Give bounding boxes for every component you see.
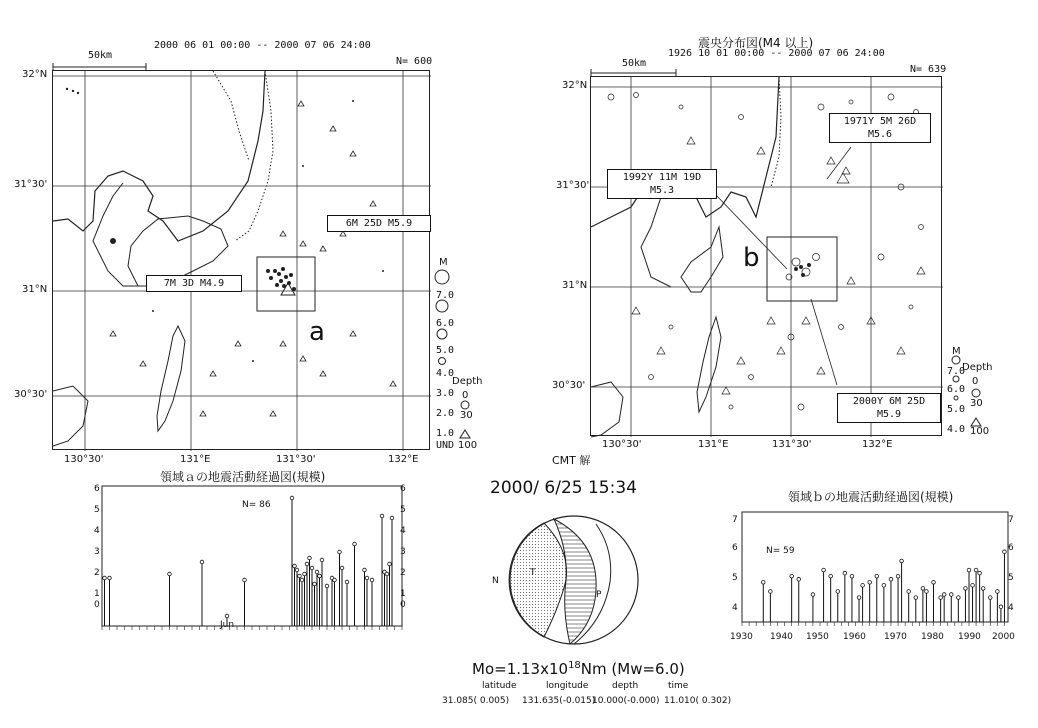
map-a-legend-mag-2: 5.0 (436, 345, 455, 356)
hist-b-point (843, 571, 847, 575)
map-b-lon-13130: 131°30' (772, 439, 812, 450)
hist-a-point (298, 574, 302, 578)
hist-a-plot (102, 486, 402, 626)
cmt-moment-exp: 18 (568, 660, 581, 671)
hist-b-point (868, 580, 872, 584)
cmt-moment-tail: Nm (Mw=6.0) (580, 660, 685, 678)
hist-b-point (875, 574, 879, 578)
map-a-lat-31: 31°N (22, 284, 48, 295)
map-b-count: N= 639 (910, 64, 947, 75)
hist-b-point (857, 596, 861, 600)
hist-b-point (988, 596, 992, 600)
map-a-cluster (266, 267, 296, 291)
map-b-callout-1992-mag: M5.3 (649, 185, 675, 196)
hist-b-rtick-7: 7 (1008, 515, 1014, 525)
hist-a-rtick-2: 2 (400, 568, 406, 578)
map-a-callout-mainshock: 6M 25D M5.9 (327, 215, 431, 232)
hist-b-point (889, 577, 893, 581)
hist-b-xtick-1990: 1990 (958, 632, 981, 642)
hist-b-xtick-1950: 1950 (806, 632, 829, 642)
cmt-axis-n: N (492, 576, 499, 586)
hist-b-point (999, 605, 1003, 609)
hist-a-point (103, 576, 107, 580)
hist-b-plot (742, 512, 1008, 622)
map-b-legend-depth-30: 30 (970, 398, 983, 409)
hist-b-point (1003, 550, 1007, 554)
cmt-value-depth: 10.000(-0.000) (592, 696, 660, 706)
map-b-legend-mag-2: 5.0 (947, 404, 966, 415)
map-b-lat-3130: 31°30' (556, 180, 590, 191)
hist-a-point (365, 576, 369, 580)
map-a-callout-foreshock: 7M 3D M4.9 (146, 275, 242, 292)
hist-b-point (921, 587, 925, 591)
hist-b-point (900, 559, 904, 563)
hist-a-point (108, 576, 112, 580)
map-b-callout-1992 (607, 169, 717, 199)
hist-a-point (380, 514, 384, 518)
cmt-value-time: 11.010( 0.302) (664, 696, 732, 706)
map-a-legend-depth: Depth (452, 376, 483, 387)
hist-a-point (345, 580, 349, 584)
map-a-legend-mag-5: 2.0 (436, 408, 455, 419)
hist-b-point (896, 574, 900, 578)
map-a-legend-depth-30: 30 (460, 410, 473, 421)
hist-a-count: N= 86 (242, 500, 271, 510)
hist-b-title: 領域ｂの地震活動経過図(規模) (788, 490, 954, 504)
map-b-callout-1971-mag: M5.6 (867, 129, 893, 140)
map-a-scale-label: 50km (88, 50, 113, 61)
cmt-beachball (504, 510, 644, 650)
hist-b-point (967, 568, 971, 572)
hist-b-point (974, 568, 978, 572)
hist-b-point (949, 593, 953, 597)
hist-b-xtick-1930: 1930 (730, 632, 753, 642)
hist-a-point (315, 570, 319, 574)
hist-a-point (388, 562, 392, 566)
map-b-legend-mag-0: 7.0 (947, 366, 966, 377)
map-a-lat-32: 32°N (22, 69, 48, 80)
map-b-legend-depth: Depth (962, 362, 993, 373)
hist-a-point (318, 574, 322, 578)
cmt-header-lon: longitude (546, 681, 589, 691)
hist-a-ytick-2: 2 (94, 568, 100, 578)
map-a-lat-3030: 30°30' (14, 389, 48, 400)
hist-b-ytick-6: 6 (732, 543, 738, 553)
hist-a-rtick-0: 0 (400, 600, 406, 610)
hist-a-rtick-1: 1 (400, 589, 406, 599)
map-b-region-box (767, 237, 837, 301)
hist-b-point (797, 577, 801, 581)
map-b-lat-32: 32°N (562, 80, 588, 91)
hist-a-point (390, 516, 394, 520)
hist-a-point (338, 550, 342, 554)
cmt-moment (472, 660, 685, 678)
hist-a-point (313, 582, 317, 586)
hist-a-point (363, 568, 367, 572)
cmt-header-depth: depth (612, 681, 639, 691)
map-b-lon-131: 131°E (698, 439, 729, 450)
map-a-region-box (257, 257, 315, 311)
hist-a-ytick-4: 4 (94, 526, 100, 536)
hist-a-point (305, 562, 309, 566)
hist-a-point (310, 566, 314, 570)
map-b-region-label: b (743, 243, 760, 273)
hist-a-point (293, 564, 297, 568)
hist-b-rtick-6: 6 (1008, 543, 1014, 553)
hist-b-point (882, 584, 886, 588)
map-a-frame (52, 70, 430, 450)
cmt-header-lat: latitude (482, 681, 517, 691)
map-b-legend-mag-3: 4.0 (947, 424, 966, 435)
hist-a-point (295, 568, 299, 572)
hist-a-point (340, 566, 344, 570)
hist-b-point (978, 571, 982, 575)
hist-b-point (939, 596, 943, 600)
hist-b-count: N= 59 (766, 546, 795, 556)
hist-b-point (914, 596, 918, 600)
map-b-callout-1992-date: 1992Y 11M 19D (622, 172, 702, 183)
hist-b-point (932, 580, 936, 584)
map-b-legend-mag-1: 6.0 (947, 384, 966, 395)
hist-b-point (907, 590, 911, 594)
map-b-legend-m: M (952, 346, 961, 357)
map-a-legend-mag-0: 7.0 (436, 290, 455, 301)
hist-b-xtick-1970: 1970 (884, 632, 907, 642)
hist-a-ytick-0: 0 (94, 600, 100, 610)
hist-b-ytick-7: 7 (732, 515, 738, 525)
hist-b-xtick-2000: 2000 (992, 632, 1015, 642)
hist-b-xtick-1980: 1980 (921, 632, 944, 642)
hist-a-point (303, 572, 307, 576)
map-a-region-label: a (309, 317, 325, 347)
map-a-lon-13130: 131°30' (276, 454, 316, 465)
hist-b-point (942, 593, 946, 597)
hist-a-point (385, 572, 389, 576)
hist-a-rtick-5: 5 (400, 505, 406, 515)
hist-a-point (320, 558, 324, 562)
hist-a-title: 領域ａの地震活動経過図(規模) (160, 470, 326, 484)
cmt-axis-p: P (596, 590, 602, 600)
hist-b-rtick-5: 5 (1008, 573, 1014, 583)
map-b-callout-1971 (829, 113, 931, 143)
cmt-moment-base: Mo=1.13x10 (472, 660, 569, 678)
hist-a-point (290, 496, 294, 500)
hist-a-point (308, 556, 312, 560)
map-b-lon-13030: 130°30' (602, 439, 642, 450)
hist-a-rtick-3: 3 (400, 547, 406, 557)
hist-a-point (243, 578, 247, 582)
map-a-legend-depth-100: 100 (458, 440, 478, 451)
map-b-callout-2000 (837, 393, 941, 423)
map-b-lat-31: 31°N (562, 280, 588, 291)
hist-b-point (981, 587, 985, 591)
map-b-callout-1971-date: 1971Y 5M 26D (843, 116, 917, 127)
map-a-count: N= 600 (396, 56, 433, 67)
hist-b-ytick-5: 5 (732, 573, 738, 583)
hist-b-point (850, 574, 854, 578)
hist-b-point (811, 593, 815, 597)
hist-a-ytick-3: 3 (94, 547, 100, 557)
cmt-axis-t: T (530, 568, 536, 578)
hist-a-ytick-6: 6 (94, 484, 100, 494)
hist-a-ytick-5: 5 (94, 505, 100, 515)
map-a-period: 2000 06 01 00:00 -- 2000 07 06 24:00 (154, 40, 371, 51)
map-a-lon-13030: 130°30' (64, 454, 104, 465)
hist-b-ytick-4: 4 (732, 603, 738, 613)
cmt-header-time: time (668, 681, 689, 691)
hist-b-frame (742, 512, 1008, 622)
map-b-frame (590, 76, 942, 436)
hist-b-point (971, 584, 975, 588)
hist-b-rtick-4: 4 (1008, 603, 1014, 613)
map-b-lon-132: 132°E (862, 439, 893, 450)
hist-b-point (957, 596, 961, 600)
map-a-legend-und: UND (436, 440, 455, 451)
hist-b-point (861, 584, 865, 588)
hist-a-ytick-1: 1 (94, 589, 100, 599)
cmt-value-lat: 31.085( 0.005) (442, 696, 510, 706)
hist-a-xlabel: Jun (220, 620, 235, 630)
map-b-title: 震央分布図(M4 以上) (698, 36, 814, 50)
hist-a-rtick-6: 6 (400, 484, 406, 494)
hist-a-point (200, 560, 204, 564)
hist-b-xtick-1940: 1940 (770, 632, 793, 642)
map-a-lon-131: 131°E (180, 454, 211, 465)
hist-b-point (925, 590, 929, 594)
hist-b-point (761, 580, 765, 584)
hist-b-point (829, 574, 833, 578)
map-a-lon-132: 132°E (388, 454, 419, 465)
map-b-period: 1926 10 01 00:00 -- 2000 07 06 24:00 (668, 48, 885, 59)
hist-a-rtick-4: 4 (400, 526, 406, 536)
map-b-lat-3030: 30°30' (552, 380, 586, 391)
map-b-callout-2000-mag: M5.9 (876, 409, 902, 420)
hist-b-point (769, 590, 773, 594)
map-b-scale-label: 50km (622, 58, 647, 69)
map-b-legend-circles (950, 356, 962, 416)
hist-b-point (964, 587, 968, 591)
hist-b-point (790, 574, 794, 578)
hist-b-point (836, 590, 840, 594)
cmt-datetime: 2000/ 6/25 15:34 (490, 478, 637, 498)
hist-a-point (333, 578, 337, 582)
hist-a-frame (102, 486, 402, 626)
hist-a-point (168, 572, 172, 576)
cmt-value-lon: 131.635(-0.015) (522, 696, 596, 706)
map-a-legend-mag-3: 4.0 (436, 368, 455, 379)
map-b-legend-depth-0: 0 (972, 376, 979, 387)
map-b-legend-depth-100: 100 (970, 426, 990, 437)
cmt-label: CMT 解 (552, 454, 591, 467)
hist-b-point (996, 590, 1000, 594)
hist-a-point (370, 578, 374, 582)
hist-b-point (822, 568, 826, 572)
hist-a-point (300, 578, 304, 582)
hist-b-xtick-1960: 1960 (843, 632, 866, 642)
hist-a-point (353, 542, 357, 546)
map-a-legend-m: M (439, 257, 448, 268)
map-a-legend-mag-4: 3.0 (436, 388, 455, 399)
map-b-callout-2000-date: 2000Y 6M 25D (852, 396, 926, 407)
hist-a-point (325, 584, 329, 588)
map-a-legend-depth-0: 0 (462, 390, 469, 401)
map-a-legend-mag-1: 6.0 (436, 318, 455, 329)
hist-a-point (225, 614, 229, 618)
map-a-legend-mag-6: 1.0 (436, 428, 455, 439)
map-a-lat-3130: 31°30' (14, 179, 48, 190)
map-a-svg (53, 71, 431, 451)
